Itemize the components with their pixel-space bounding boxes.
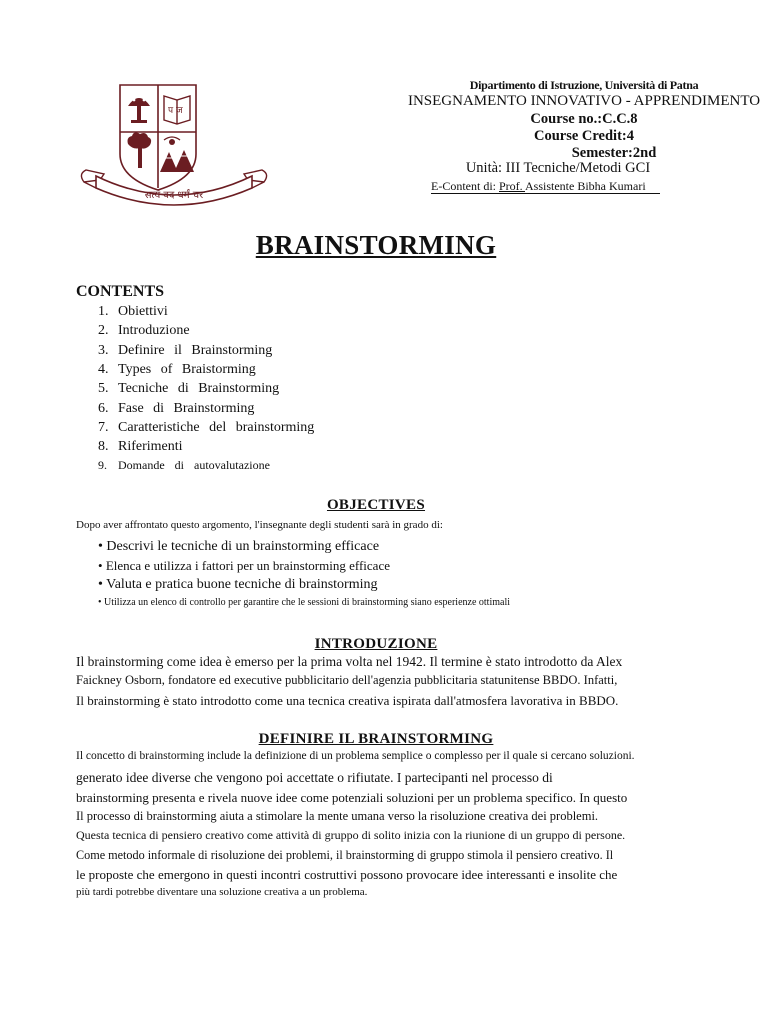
book-letters: प ज: [168, 106, 183, 116]
introduzione-heading: INTRODUZIONE: [314, 636, 438, 652]
emblem-motto: सत्यं वद धर्मं चर: [144, 190, 204, 201]
toc-label: Types of Braistorming: [118, 362, 256, 377]
toc-number: 4.: [98, 362, 109, 377]
toc-label: Tecniche di Brainstorming: [118, 381, 280, 396]
objectives-heading: OBJECTIVES: [326, 497, 426, 513]
definire-line: Come metodo informale di risoluzione dei problemi, il brainstorming di gruppo stimola il pensiero creativo. Il: [76, 848, 614, 862]
toc-number: 6.: [98, 401, 109, 416]
econtent-name: Assistente Bibha Kumari: [525, 179, 646, 193]
intro-line: Il brainstorming è stato introdotto come una tecnica creativa ispirata dall'atmosfera lavorativa in BBDO.: [76, 693, 619, 708]
toc-item: [98, 439, 183, 455]
econtent-author: [431, 179, 660, 194]
toc-number: 2.: [98, 323, 109, 338]
definire-line: le proposte che emergono in questi incontri costruttivi possono provocare idee interessanti e insolite che: [76, 867, 618, 882]
econtent-prefix: E-Content di:: [431, 179, 499, 193]
objective-bullet: • Elenca e utilizza i fattori per un brainstorming efficace: [98, 558, 390, 573]
objective-text: Elenca e utilizza i fattori per un brainstorming efficace: [105, 558, 390, 573]
course-credit: Course Credit:4: [533, 128, 634, 144]
objective-bullet: • Valuta e pratica buone tecniche di brainstorming: [98, 577, 378, 592]
toc-number: 8.: [98, 439, 109, 454]
toc-label: Fase di Brainstorming: [118, 401, 255, 416]
toc-item: [98, 323, 190, 339]
econtent-title: Prof.: [499, 179, 526, 193]
definire-line: Il processo di brainstorming aiuta a stimolare la mente umana verso la risoluzione creativa dei problemi.: [76, 809, 599, 823]
definire-line: generato idee diverse che vengono poi accettate o rifiutate. I partecipanti nel processo di: [76, 770, 553, 785]
definire-line: più tardi potrebbe diventare una soluzione creativa a un problema.: [76, 886, 368, 898]
toc-number: 1.: [98, 304, 109, 319]
toc-item: [98, 401, 254, 417]
intro-line: Il brainstorming come idea è emerso per la prima volta nel 1942. Il termine è stato introdotto da Alex: [76, 654, 623, 669]
lamp-icon: [128, 95, 150, 123]
toc-label: Domande di autovalutazione: [118, 458, 270, 472]
definire-line: Il concetto di brainstorming include la definizione di un problema semplice o complesso per il quale si cercano soluzioni.: [76, 750, 635, 762]
toc-item: [98, 381, 279, 397]
course-number: Course no.:C.C.8: [530, 111, 638, 127]
semester: Semester:2nd: [571, 145, 657, 161]
intro-line: Faickney Osborn, fondatore ed executive pubblicitario dell'agenzia pubblicitaria statunitense BBDO. Infatti,: [76, 673, 618, 687]
unit-label: Unità: III Tecniche/Metodi GCI: [465, 160, 651, 176]
department-name: Dipartimento di Istruzione, Università di Patna: [469, 78, 699, 92]
objectives-intro: Dopo aver affrontato questo argomento, l'insegnante degli studenti sarà in grado di:: [76, 519, 443, 531]
toc-item: [98, 304, 168, 320]
toc-item: [98, 343, 272, 359]
toc-label: Caratteristiche del brainstorming: [118, 420, 315, 435]
toc-item: [98, 458, 270, 473]
objective-bullet: • Descrivi le tecniche di un brainstorming efficace: [98, 539, 380, 554]
toc-number: 9.: [98, 458, 107, 472]
definire-heading: DEFINIRE IL BRAINSTORMING: [258, 731, 494, 747]
definire-line: Questa tecnica di pensiero creativo come attività di gruppo di solito inizia con la riunione di un gruppo di persone.: [76, 828, 626, 842]
toc-item: [98, 362, 256, 378]
university-emblem: [76, 82, 272, 206]
toc-item: [98, 420, 314, 436]
tree-icon: [128, 132, 152, 168]
toc-number: 3.: [98, 343, 109, 358]
toc-label: Obiettivi: [118, 304, 168, 319]
objective-text: Descrivi le tecniche di un brainstorming efficace: [106, 539, 380, 554]
objective-text: Valuta e pratica buone tecniche di brainstorming: [106, 577, 378, 592]
toc-label: Riferimenti: [118, 439, 183, 454]
toc-label: Introduzione: [118, 323, 190, 338]
mountain-icon: [160, 137, 194, 172]
objective-bullet: • Utilizza un elenco di controllo per garantire che le sessioni di brainstorming siano esperienze ottimali: [98, 597, 510, 608]
toc-number: 5.: [98, 381, 109, 396]
toc-label: Definire il Brainstorming: [118, 343, 273, 358]
page-title: BRAINSTORMING: [255, 230, 497, 260]
objective-text: Utilizza un elenco di controllo per garantire che le sessioni di brainstorming siano esperienze ottimali: [104, 597, 510, 608]
contents-heading: CONTENTS: [76, 283, 165, 300]
toc-number: 7.: [98, 420, 109, 435]
definire-line: brainstorming presenta e rivela nuove idee come potenziali soluzioni per un problema specifico. In questo: [76, 790, 628, 805]
program-title: INSEGNAMENTO INNOVATIVO - APPRENDIMENTO: [407, 93, 761, 109]
